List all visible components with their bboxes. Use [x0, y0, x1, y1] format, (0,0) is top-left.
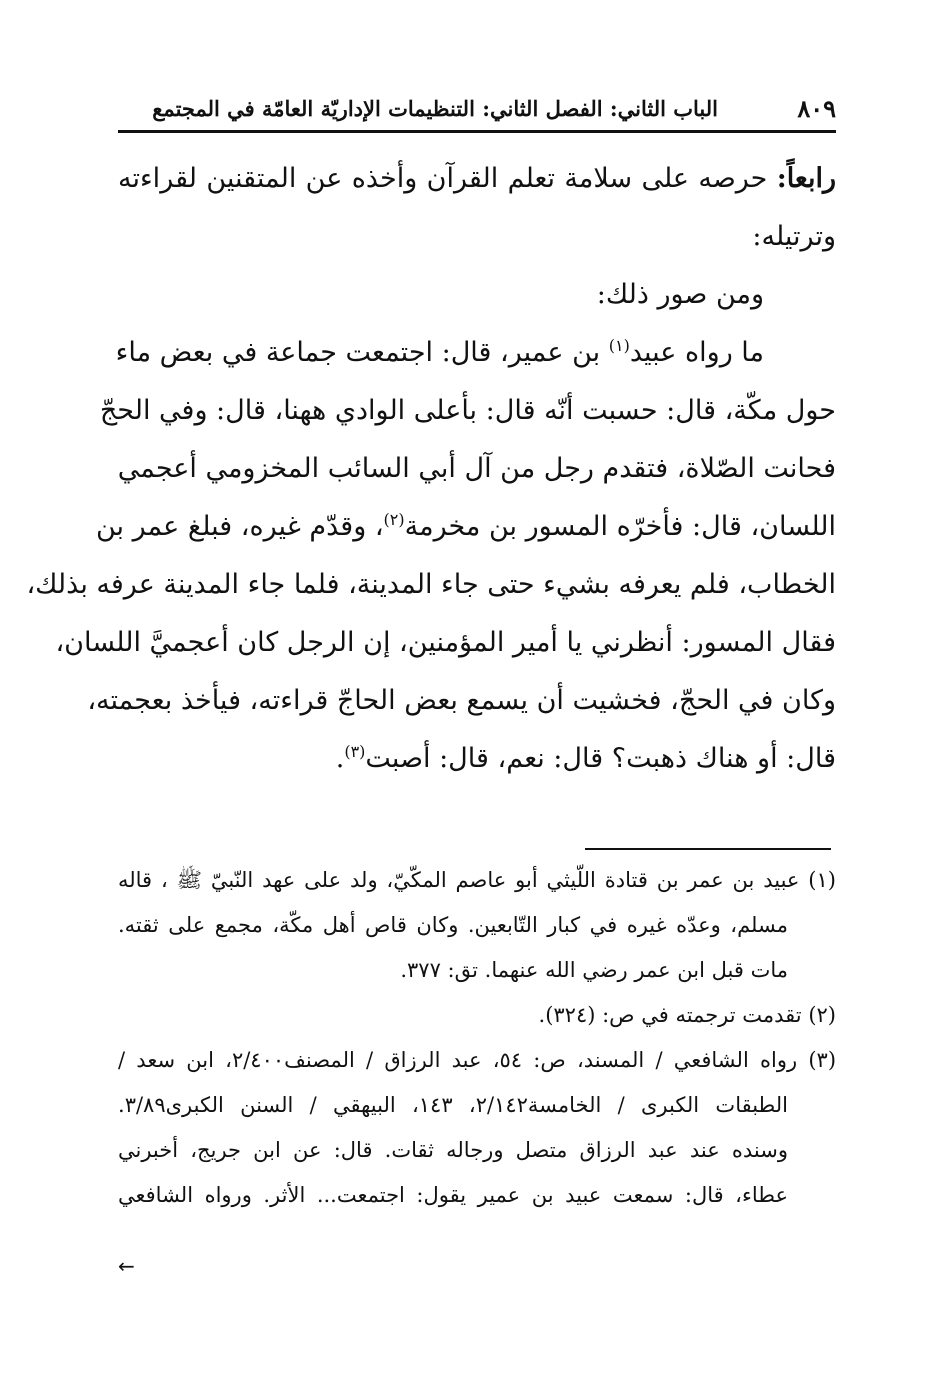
- running-header: [118, 92, 836, 130]
- section-lead-word: رابعاً:: [776, 163, 837, 194]
- footnote-3-line-1: (٣) رواه الشافعي / المسند، ص: ٥٤، عبد الرزاق / المصنف٢/٤٠٠، ابن سعد /: [118, 1048, 837, 1072]
- text-line-6: فحانت الصّلاة، فتقدم رجل من آل أبي السائب المخزومي أعجمي: [117, 453, 836, 484]
- page-number: ٨٠٩: [797, 94, 836, 123]
- main-text: [26, 150, 837, 788]
- footnote-3-line-4: عطاء، قال: سمعت عبيد بن عمير يقول: اجتمعت... الأثر. ورواه الشافعي: [118, 1183, 788, 1207]
- text-line-4: ما رواه عبيد$^{(١)}$ بن عمير، قال: اجتمعت جماعة في بعض ماء: [115, 336, 764, 368]
- footnote-2: (٢) تقدمت ترجمته في ص: (٣٢٤).: [538, 1003, 836, 1027]
- text-line-7: اللسان، قال: فأخرّه المسور بن مخرمة$^{(٢)}$، وقدّم غيره، فبلغ عمر بن: [96, 510, 836, 542]
- footnote-1-line-3: مات قبل ابن عمر رضي الله عنهما. تق: ٣٧٧.: [400, 958, 788, 982]
- text-line-3: ومن صور ذلك:: [596, 279, 764, 310]
- footnote-ref-1: (١): [608, 336, 630, 355]
- header-rule: [118, 130, 836, 133]
- text-line-8: الخطاب، فلم يعرفه بشيء حتى جاء المدينة، فلما جاء المدينة عرفه بذلك،: [26, 569, 836, 600]
- text-line-11: قال: أو هناك ذهبت؟ قال: نعم، قال: أصبت$^{(٣)}$.: [335, 742, 836, 774]
- text-line-2: وترتيله:: [752, 221, 836, 252]
- footnote-1-line-1: (١) عبيد بن عمر بن قتادة اللّيثي أبو عاصم المكّيّ، ولد على عهد النّبيّ ﷺ ، قاله: [118, 868, 836, 892]
- end-mark: .: [335, 743, 345, 774]
- footnote-ref-2: (٢): [383, 510, 405, 529]
- footnote-separator: [585, 848, 831, 850]
- footnote-ref-3: (٣): [344, 742, 366, 761]
- text-line-9: فقال المسور: أنظرني يا أمير المؤمنين، إن الرجل كان أعجميَّ اللسان،: [55, 627, 836, 658]
- footnote-1-line-2: مسلم، وعدّه غيره في كبار التّابعين. وكان قاص أهل مكّة، مجمع على ثقته.: [118, 913, 788, 937]
- running-header-title: الباب الثاني: الفصل الثاني: التنظيمات الإداريّة العامّة في المجتمع: [152, 96, 718, 121]
- footnotes: [118, 858, 836, 1218]
- footnote-3-line-3: وسنده عند عبد الرزاق متصل ورجاله ثقات. قال: عن ابن جريج، أخبرني: [118, 1138, 788, 1162]
- text-line-1: رابعاً: حرصه على سلامة تعلم القرآن وأخذه عن المتقنين لقراءته: [118, 163, 837, 194]
- footnote-3-line-2: الطبقات الكبرى / الخامسة٢/١٤٢، ١٤٣، البيهقي / السنن الكبرى٣/٨٩.: [118, 1093, 789, 1117]
- continuation-arrow-icon: ←: [118, 1254, 135, 1278]
- text-line-10: وكان في الحجّ، فخشيت أن يسمع بعض الحاجّ قراءته، فيأخذ بعجمته،: [87, 685, 836, 716]
- text-line-5: حول مكّة، قال: حسبت أنّه قال: بأعلى الوادي ههنا، قال: وفي الحجّ: [99, 395, 836, 426]
